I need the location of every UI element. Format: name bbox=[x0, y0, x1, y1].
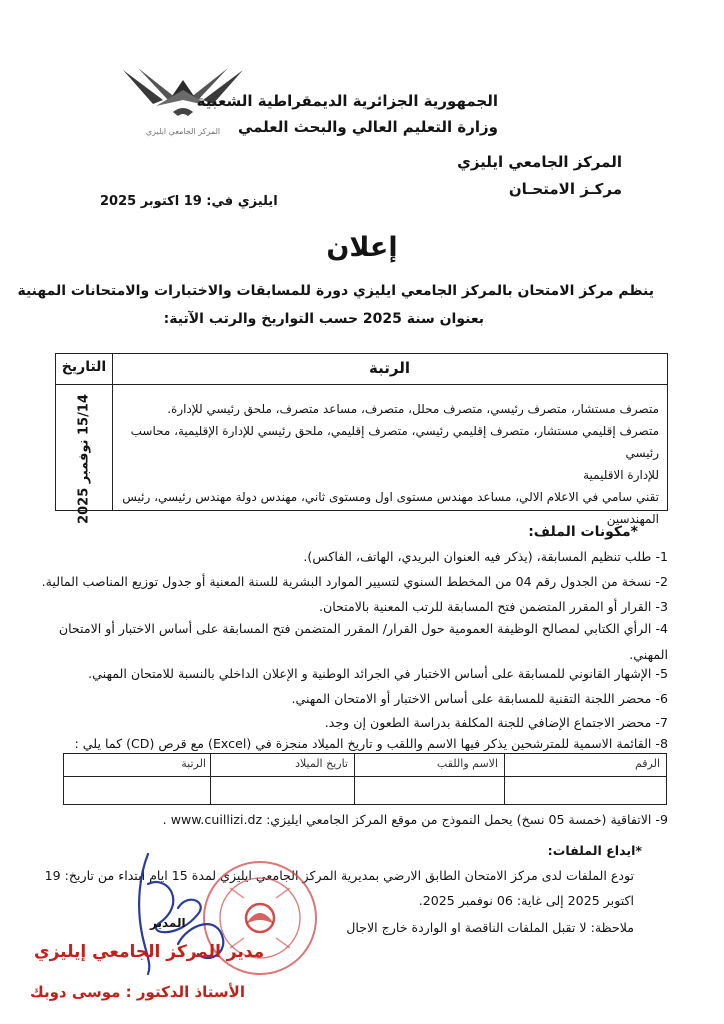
page-title: إعلان bbox=[326, 232, 398, 263]
ministry-name: وزارة التعليم العالي والبحث العلمي bbox=[237, 118, 498, 136]
svg-text:المركز الجامعي ايليزي: المركز الجامعي ايليزي bbox=[145, 127, 221, 136]
intro-line-1: ينظم مركز الامتحان بالمركز الجامعي ايليزي دورة للمسابقات والاختبارات والامتحانات المهنية bbox=[17, 283, 654, 299]
col-number: الرقم bbox=[634, 757, 660, 770]
list-item: 9- الاتفاقية (خمسة 05 نسخ) يحمل النموذج من موقع المركز الجامعي ايليزي: www.cuillizi.dz . bbox=[162, 812, 668, 827]
grade-row: متصرف إقليمي مستشار، متصرف إقليمي رئيسي، متصرف إقليمي، ملحق رئيسي للإدارة الإقليمية، محاسب رئيسي bbox=[130, 424, 659, 460]
col-name: الاسم واللقب bbox=[436, 757, 498, 770]
exam-date-cell bbox=[62, 394, 106, 524]
director-label: المدير bbox=[150, 916, 186, 930]
col-birthdate: تاريخ الميلاد bbox=[295, 757, 348, 770]
list-item: 4- الرأي الكتابي لمصالح الوظيفة العمومية حول القرار/ المقرر المتضمن فتح المسابقة على أساس الاختبار أو الامتحان المهني. bbox=[58, 621, 668, 662]
list-item: 7- محضر الاجتماع الإضافي للجنة المكلفة بدراسة الطعون إن وجد. bbox=[324, 715, 668, 730]
schedule-table bbox=[55, 353, 668, 526]
candidate-list-table bbox=[63, 753, 667, 805]
list-item: 3- القرار أو المقرر المتضمن فتح المسابقة للرتب المعنية بالامتحان. bbox=[318, 599, 668, 614]
deposit-line-2: اكتوبر 2025 إلى غاية: 06 نوفمبر 2025. bbox=[418, 893, 634, 908]
department-name: مركـز الامتحـان bbox=[508, 180, 622, 198]
list-item: 5- الإشهار القانوني للمسابقة على أساس الاختبار في الجرائد الوطنية و الإعلان الداخلي بالنسبة للامتحان المهني. bbox=[88, 666, 668, 681]
list-item: 1- طلب تنظيم المسابقة، (يذكر فيه العنوان البريدي، الهاتف، الفاكس). bbox=[303, 549, 668, 564]
grade-row: للإدارة الاقليمية bbox=[583, 468, 659, 482]
exam-date: 15/14 نوفمبر 2025 bbox=[76, 394, 92, 524]
grade-row: متصرف مستشار، متصرف رئيسي، متصرف محلل، متصرف، مساعد متصرف، ملحق رئيسي للإدارة. bbox=[167, 402, 659, 416]
header-grade: الرتبة bbox=[369, 359, 410, 377]
document-date: ايليزي في: 19 اكتوبر 2025 bbox=[100, 194, 278, 209]
header-date: التاريخ bbox=[61, 359, 107, 375]
list-item: 6- محضر اللجنة التقنية للمسابقة على أساس الاختبار أو الامتحان المهني. bbox=[291, 691, 668, 706]
intro-line-2: بعنوان سنة 2025 حسب التواريخ والرتب الآتية: bbox=[163, 311, 484, 327]
signature-scribble-icon bbox=[128, 844, 238, 984]
list-item: 2- نسخة من الجدول رقم 04 من المخطط السنوي لتسيير الموارد البشرية للسنة المعنية أو جدول توزيع المناصب المالية. bbox=[41, 574, 668, 589]
deposit-title: *ايداع الملفات: bbox=[547, 843, 642, 858]
deposit-note: ملاحظة: لا تقبل الملفات الناقصة او الواردة خارج الاجال bbox=[346, 920, 634, 935]
director-org: مدير المركز الجامعي إيليزي bbox=[34, 942, 265, 962]
deposit-line-1: تودع الملفات لدى مركز الامتحان الطابق الارضي بمديرية المركز الجامعي ايليزي لمدة 15 ايام ابتداء من تاريخ: 19 bbox=[44, 868, 634, 883]
grade-row: تقني سامي في الاعلام الالي، مساعد مهندس مستوى اول ومستوى ثاني، مهندس دولة مهندس رئيسي، رئيس المهندسين bbox=[122, 490, 659, 526]
director-name: الأستاذ الدكتور : موسى دوبك bbox=[30, 983, 245, 1001]
components-title: *مكونات الملف: bbox=[528, 524, 638, 540]
list-item: 8- القائمة الاسمية للمترشحين يذكر فيها الاسم واللقب و تاريخ الميلاد منجزة في (Excel) مع قرص (CD) كما يلي : bbox=[74, 736, 668, 751]
republic-name: الجمهورية الجزائرية الديمقراطية الشعبية bbox=[196, 92, 498, 110]
col-grade: الرتبة bbox=[181, 757, 206, 770]
center-name: المركز الجامعي ايليزي bbox=[457, 153, 622, 171]
